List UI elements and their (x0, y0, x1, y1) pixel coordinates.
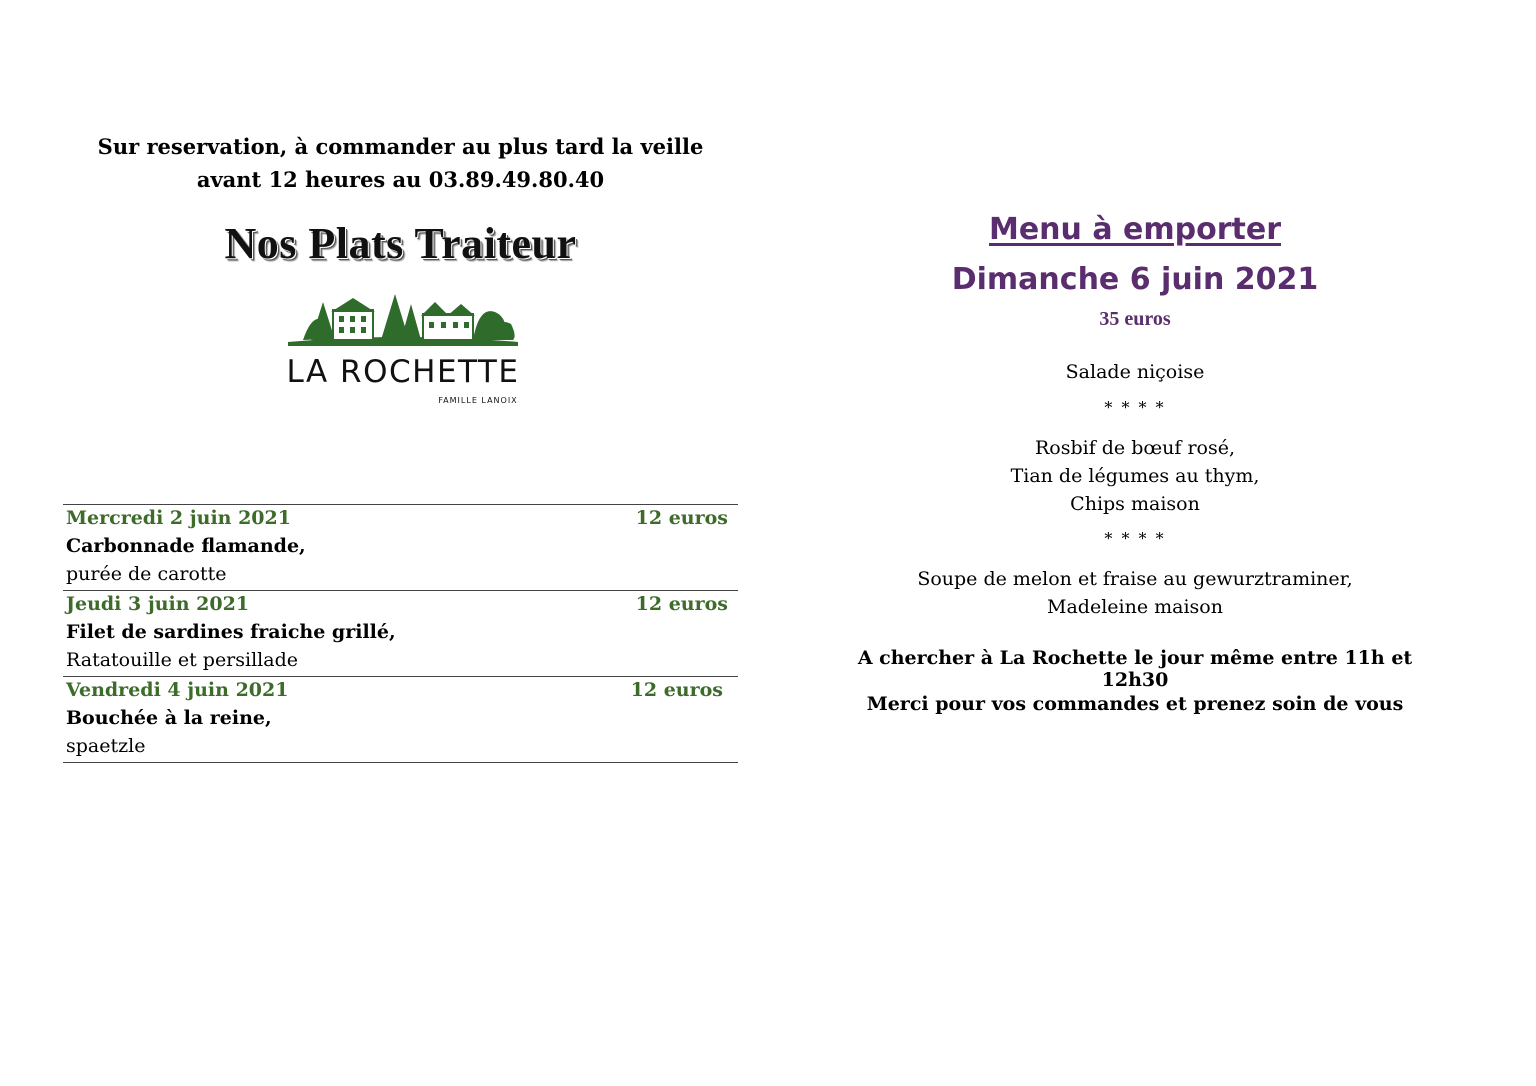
plat-price: 12 euros (635, 507, 728, 529)
main-course-line: Rosbif de bœuf rosé, (1034, 437, 1236, 459)
dessert-line: Madeleine maison (1047, 596, 1223, 618)
starter: Salade niçoise (1065, 361, 1205, 383)
plat-day: Jeudi 3 juin 2021 (66, 593, 250, 615)
menu-title: Menu à emporter (988, 212, 1282, 247)
plat-row (63, 677, 738, 763)
dessert-line: Soupe de melon et fraise au gewurztraminer, (917, 568, 1353, 590)
main-course-line: Tian de légumes au thym, (1010, 465, 1260, 487)
thanks-message: Merci pour vos commandes et prenez soin de vous (866, 693, 1404, 715)
page-title: Nos Plats Traiteur (224, 219, 577, 268)
reservation-line-2: avant 12 heures au 03.89.49.80.40 (196, 167, 605, 192)
plats-table (63, 504, 738, 763)
plat-side: purée de carotte (66, 563, 227, 585)
plat-row (63, 591, 738, 677)
pickup-info: A chercher à La Rochette le jour même entre 11h et 12h30 (857, 647, 1413, 691)
main-course (835, 434, 1435, 518)
plat-price: 12 euros (635, 593, 728, 615)
logo-name: LA ROCHETTE (286, 354, 520, 390)
plat-day: Mercredi 2 juin 2021 (66, 507, 291, 529)
menu-date: Dimanche 6 juin 2021 (951, 262, 1319, 297)
plat-row (63, 505, 738, 591)
la-rochette-logo (243, 292, 563, 412)
dessert (835, 565, 1435, 621)
plat-price: 12 euros (630, 679, 723, 701)
separator: * * * * (1104, 529, 1166, 548)
logo-subtitle: FAMILLE LANOIX (438, 396, 518, 405)
menu-price: 35 euros (1099, 308, 1171, 330)
building-trees-icon (283, 292, 523, 348)
plat-main: Filet de sardines fraiche grillé, (66, 621, 396, 643)
plat-day: Vendredi 4 juin 2021 (66, 679, 289, 701)
plat-main: Carbonnade flamande, (66, 535, 306, 557)
main-course-line: Chips maison (1070, 493, 1200, 515)
plat-main: Bouchée à la reine, (66, 707, 272, 729)
plat-side: spaetzle (66, 735, 146, 757)
plat-side: Ratatouille et persillade (66, 649, 298, 671)
reservation-line-1: Sur reservation, à commander au plus tard la veille (97, 134, 704, 159)
reservation-notice (63, 130, 738, 196)
separator: * * * * (1104, 398, 1166, 417)
